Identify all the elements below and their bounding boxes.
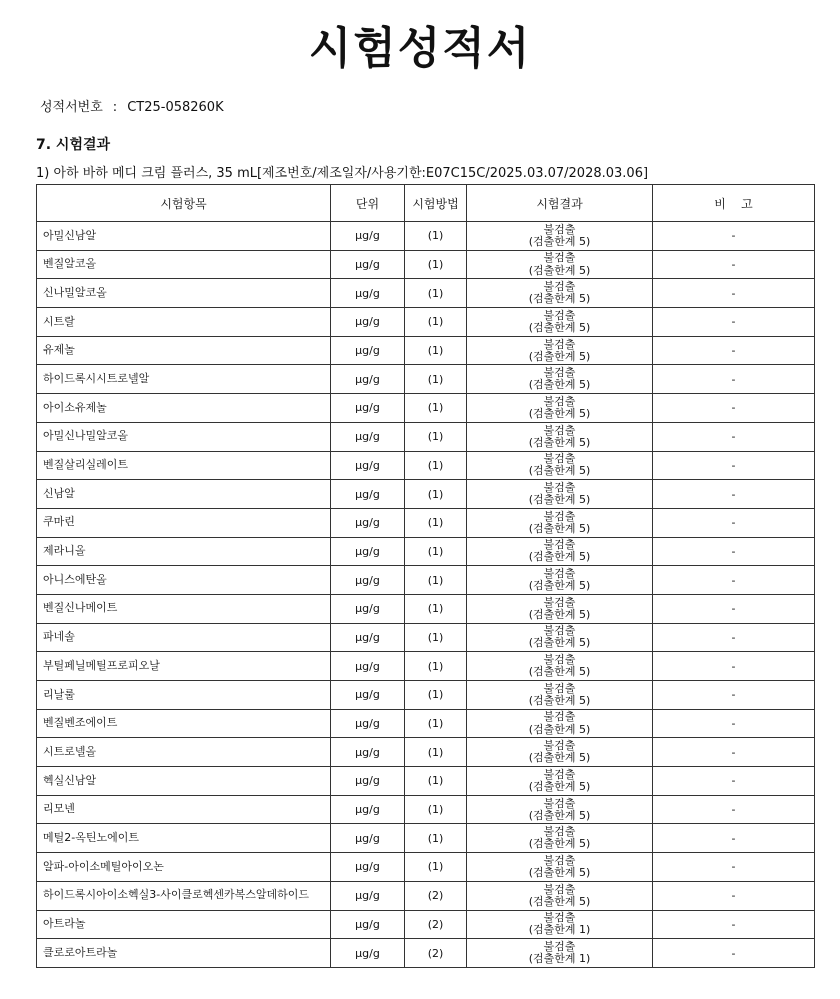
result-value: 불검출 <box>543 337 576 351</box>
method-cell: (1) <box>405 652 467 681</box>
table-row <box>37 308 815 337</box>
result-cell <box>467 308 653 337</box>
remarks-cell: - <box>653 824 815 853</box>
result-value: 불검출 <box>543 280 576 294</box>
method-cell: (1) <box>405 738 467 767</box>
table-row <box>37 451 815 480</box>
result-value: 불검출 <box>543 653 576 667</box>
test-item-cell: 벤질살리실레이트 <box>37 451 331 480</box>
result-cell <box>467 250 653 279</box>
test-item-cell: 파네솔 <box>37 623 331 652</box>
remarks-cell: - <box>653 250 815 279</box>
table-header-row <box>37 185 815 222</box>
unit-cell: μg/g <box>331 594 405 623</box>
table-row <box>37 394 815 423</box>
remarks-cell: - <box>653 537 815 566</box>
remarks-cell: - <box>653 365 815 394</box>
detection-limit: (검출한계 1) <box>528 923 591 937</box>
result-value: 불검출 <box>543 681 576 695</box>
test-item-cell: 시트로넬올 <box>37 738 331 767</box>
header-result: 시험결과 <box>467 185 653 222</box>
certificate-number-label: 성적서번호 <box>40 100 103 115</box>
table-row <box>37 853 815 882</box>
table-row <box>37 939 815 968</box>
detection-limit: (검출한계 5) <box>528 693 591 707</box>
result-value: 불검출 <box>543 308 576 322</box>
test-item-cell: 아밀신남알 <box>37 222 331 251</box>
result-cell <box>467 709 653 738</box>
detection-limit: (검출한계 5) <box>528 292 591 306</box>
unit-cell: μg/g <box>331 508 405 537</box>
method-cell: (2) <box>405 881 467 910</box>
method-cell: (1) <box>405 250 467 279</box>
method-cell: (1) <box>405 336 467 365</box>
remarks-cell: - <box>653 422 815 451</box>
result-value: 불검출 <box>543 251 576 265</box>
test-item-cell: 쿠마린 <box>37 508 331 537</box>
detection-limit: (검출한계 5) <box>528 406 591 420</box>
result-cell <box>467 681 653 710</box>
remarks-cell: - <box>653 881 815 910</box>
detection-limit: (검출한계 5) <box>528 751 591 765</box>
detection-limit: (검출한계 5) <box>528 837 591 851</box>
method-cell: (1) <box>405 537 467 566</box>
method-cell: (1) <box>405 623 467 652</box>
method-cell: (1) <box>405 451 467 480</box>
table-row <box>37 566 815 595</box>
detection-limit: (검출한계 5) <box>528 665 591 679</box>
table-row <box>37 222 815 251</box>
detection-limit: (검출한계 5) <box>528 636 591 650</box>
unit-cell: μg/g <box>331 480 405 509</box>
remarks-cell: - <box>653 910 815 939</box>
detection-limit: (검출한계 5) <box>528 320 591 334</box>
test-item-cell: 하이드록시시트로넬알 <box>37 365 331 394</box>
result-value: 불검출 <box>543 939 576 953</box>
unit-cell: μg/g <box>331 881 405 910</box>
remarks-cell: - <box>653 738 815 767</box>
detection-limit: (검출한계 5) <box>528 722 591 736</box>
method-cell: (1) <box>405 308 467 337</box>
result-value: 불검출 <box>543 394 576 408</box>
remarks-cell: - <box>653 508 815 537</box>
result-cell <box>467 853 653 882</box>
method-cell: (1) <box>405 394 467 423</box>
remarks-cell: - <box>653 394 815 423</box>
test-item-cell: 벤질벤조에이트 <box>37 709 331 738</box>
method-cell: (1) <box>405 566 467 595</box>
result-value: 불검출 <box>543 509 576 523</box>
remarks-cell: - <box>653 652 815 681</box>
test-item-cell: 리날룰 <box>37 681 331 710</box>
table-row <box>37 279 815 308</box>
remarks-cell: - <box>653 336 815 365</box>
detection-limit: (검출한계 5) <box>528 579 591 593</box>
unit-cell: μg/g <box>331 767 405 796</box>
result-cell <box>467 910 653 939</box>
remarks-cell: - <box>653 308 815 337</box>
table-row <box>37 910 815 939</box>
remarks-cell: - <box>653 939 815 968</box>
detection-limit: (검출한계 5) <box>528 435 591 449</box>
result-value: 불검출 <box>543 452 576 466</box>
test-item-cell: 시트랄 <box>37 308 331 337</box>
table-row <box>37 623 815 652</box>
result-value: 불검출 <box>543 882 576 896</box>
unit-cell: μg/g <box>331 566 405 595</box>
unit-cell: μg/g <box>331 910 405 939</box>
unit-cell: μg/g <box>331 451 405 480</box>
table-row <box>37 795 815 824</box>
unit-cell: μg/g <box>331 365 405 394</box>
unit-cell: μg/g <box>331 250 405 279</box>
result-value: 불검출 <box>543 825 576 839</box>
table-row <box>37 537 815 566</box>
remarks-cell: - <box>653 623 815 652</box>
test-item-cell: 벤질신나메이트 <box>37 594 331 623</box>
detection-limit: (검출한계 5) <box>528 493 591 507</box>
result-value: 불검출 <box>543 366 576 380</box>
remarks-cell: - <box>653 480 815 509</box>
result-cell <box>467 881 653 910</box>
test-item-cell: 벤질알코올 <box>37 250 331 279</box>
result-cell <box>467 652 653 681</box>
table-row <box>37 480 815 509</box>
test-item-cell: 제라니올 <box>37 537 331 566</box>
unit-cell: μg/g <box>331 422 405 451</box>
remarks-cell: - <box>653 709 815 738</box>
result-value: 불검출 <box>543 423 576 437</box>
detection-limit: (검출한계 5) <box>528 808 591 822</box>
table-row <box>37 422 815 451</box>
unit-cell: μg/g <box>331 738 405 767</box>
unit-cell: μg/g <box>331 795 405 824</box>
test-item-cell: 아이소유제놀 <box>37 394 331 423</box>
unit-cell: μg/g <box>331 222 405 251</box>
result-cell <box>467 365 653 394</box>
method-cell: (1) <box>405 422 467 451</box>
remarks-cell: - <box>653 279 815 308</box>
unit-cell: μg/g <box>331 709 405 738</box>
unit-cell: μg/g <box>331 652 405 681</box>
unit-cell: μg/g <box>331 824 405 853</box>
table-row <box>37 508 815 537</box>
detection-limit: (검출한계 5) <box>528 550 591 564</box>
result-value: 불검출 <box>543 624 576 638</box>
unit-cell: μg/g <box>331 623 405 652</box>
test-item-cell: 헥실신남알 <box>37 767 331 796</box>
certificate-number-value: CT25-058260K <box>127 100 224 115</box>
table-row <box>37 365 815 394</box>
test-item-cell: 신나밀알코올 <box>37 279 331 308</box>
remarks-cell: - <box>653 451 815 480</box>
detection-limit: (검출한계 5) <box>528 263 591 277</box>
result-value: 불검출 <box>543 567 576 580</box>
test-item-cell: 유제놀 <box>37 336 331 365</box>
result-cell <box>467 394 653 423</box>
table-row <box>37 652 815 681</box>
test-item-cell: 신남알 <box>37 480 331 509</box>
detection-limit: (검출한계 5) <box>528 779 591 793</box>
result-cell <box>467 480 653 509</box>
unit-cell: μg/g <box>331 394 405 423</box>
test-item-cell: 부틸페닐메틸프로피오날 <box>37 652 331 681</box>
result-value: 불검출 <box>543 796 576 810</box>
method-cell: (1) <box>405 279 467 308</box>
header-test-item: 시험항목 <box>37 185 331 222</box>
unit-cell: μg/g <box>331 308 405 337</box>
method-cell: (1) <box>405 709 467 738</box>
table-row <box>37 681 815 710</box>
table-row <box>37 250 815 279</box>
remarks-cell: - <box>653 853 815 882</box>
result-cell <box>467 939 653 968</box>
table-row <box>37 336 815 365</box>
unit-cell: μg/g <box>331 853 405 882</box>
remarks-cell: - <box>653 767 815 796</box>
test-item-cell: 아니스에탄올 <box>37 566 331 595</box>
result-cell <box>467 795 653 824</box>
detection-limit: (검출한계 5) <box>528 234 591 248</box>
section-heading: 7. 시험결과 <box>36 137 111 153</box>
table-row <box>37 594 815 623</box>
result-cell <box>467 824 653 853</box>
result-cell <box>467 623 653 652</box>
result-cell <box>467 279 653 308</box>
result-cell <box>467 738 653 767</box>
table-row <box>37 881 815 910</box>
detection-limit: (검출한계 5) <box>528 865 591 879</box>
result-cell <box>467 222 653 251</box>
table-row <box>37 824 815 853</box>
result-value: 불검출 <box>543 538 576 552</box>
method-cell: (1) <box>405 824 467 853</box>
method-cell: (1) <box>405 853 467 882</box>
result-cell <box>467 422 653 451</box>
table-row <box>37 767 815 796</box>
method-cell: (1) <box>405 480 467 509</box>
detection-limit: (검출한계 5) <box>528 378 591 392</box>
detection-limit: (검출한계 1) <box>528 952 591 966</box>
method-cell: (2) <box>405 910 467 939</box>
detection-limit: (검출한계 5) <box>528 894 591 908</box>
method-cell: (1) <box>405 365 467 394</box>
unit-cell: μg/g <box>331 336 405 365</box>
product-line: 1) 아하 바하 메디 크림 플러스, 35 mL[제조번호/제조일자/사용기한:E07C15C/2025.03.07/2028.03.06] <box>36 166 649 181</box>
result-value: 불검출 <box>543 480 576 494</box>
remarks-cell: - <box>653 594 815 623</box>
header-unit: 단위 <box>331 185 405 222</box>
detection-limit: (검출한계 5) <box>528 607 591 621</box>
result-value: 불검출 <box>543 710 576 724</box>
unit-cell: μg/g <box>331 537 405 566</box>
results-table <box>36 184 815 968</box>
remarks-cell: - <box>653 222 815 251</box>
result-cell <box>467 537 653 566</box>
method-cell: (1) <box>405 594 467 623</box>
table-row <box>37 738 815 767</box>
result-value: 불검출 <box>543 911 576 925</box>
test-item-cell: 아밀신나밀알코올 <box>37 422 331 451</box>
detection-limit: (검출한계 5) <box>528 521 591 535</box>
unit-cell: μg/g <box>331 279 405 308</box>
test-item-cell: 리모넨 <box>37 795 331 824</box>
certificate-number <box>40 96 224 115</box>
test-item-cell: 하이드록시아이소헥실3-사이클로헥센카복스알데하이드 <box>37 881 331 910</box>
test-item-cell: 메틸2-옥틴노에이트 <box>37 824 331 853</box>
test-item-cell: 알파-아이소메틸아이오논 <box>37 853 331 882</box>
result-value: 불검출 <box>543 853 576 867</box>
certificate-number-separator: : <box>112 100 118 115</box>
test-item-cell: 클로로아트라놀 <box>37 939 331 968</box>
result-cell <box>467 594 653 623</box>
test-item-cell: 아트라놀 <box>37 910 331 939</box>
detection-limit: (검출한계 5) <box>528 349 591 363</box>
remarks-cell: - <box>653 795 815 824</box>
result-value: 불검출 <box>543 595 576 609</box>
method-cell: (1) <box>405 222 467 251</box>
result-cell <box>467 451 653 480</box>
results-table-body <box>37 222 815 968</box>
detection-limit: (검출한계 5) <box>528 464 591 478</box>
result-cell <box>467 508 653 537</box>
result-cell <box>467 566 653 595</box>
header-method: 시험방법 <box>405 185 467 222</box>
method-cell: (1) <box>405 795 467 824</box>
method-cell: (2) <box>405 939 467 968</box>
remarks-cell: - <box>653 566 815 595</box>
result-value: 불검출 <box>543 767 576 781</box>
method-cell: (1) <box>405 767 467 796</box>
unit-cell: μg/g <box>331 681 405 710</box>
table-row <box>37 709 815 738</box>
method-cell: (1) <box>405 508 467 537</box>
remarks-cell: - <box>653 681 815 710</box>
header-remarks: 비 고 <box>653 185 815 222</box>
method-cell: (1) <box>405 681 467 710</box>
result-value: 불검출 <box>543 739 576 753</box>
document-title: 시험성적서 <box>308 23 532 74</box>
result-value: 불검출 <box>543 222 576 236</box>
result-cell <box>467 767 653 796</box>
unit-cell: μg/g <box>331 939 405 968</box>
result-cell <box>467 336 653 365</box>
